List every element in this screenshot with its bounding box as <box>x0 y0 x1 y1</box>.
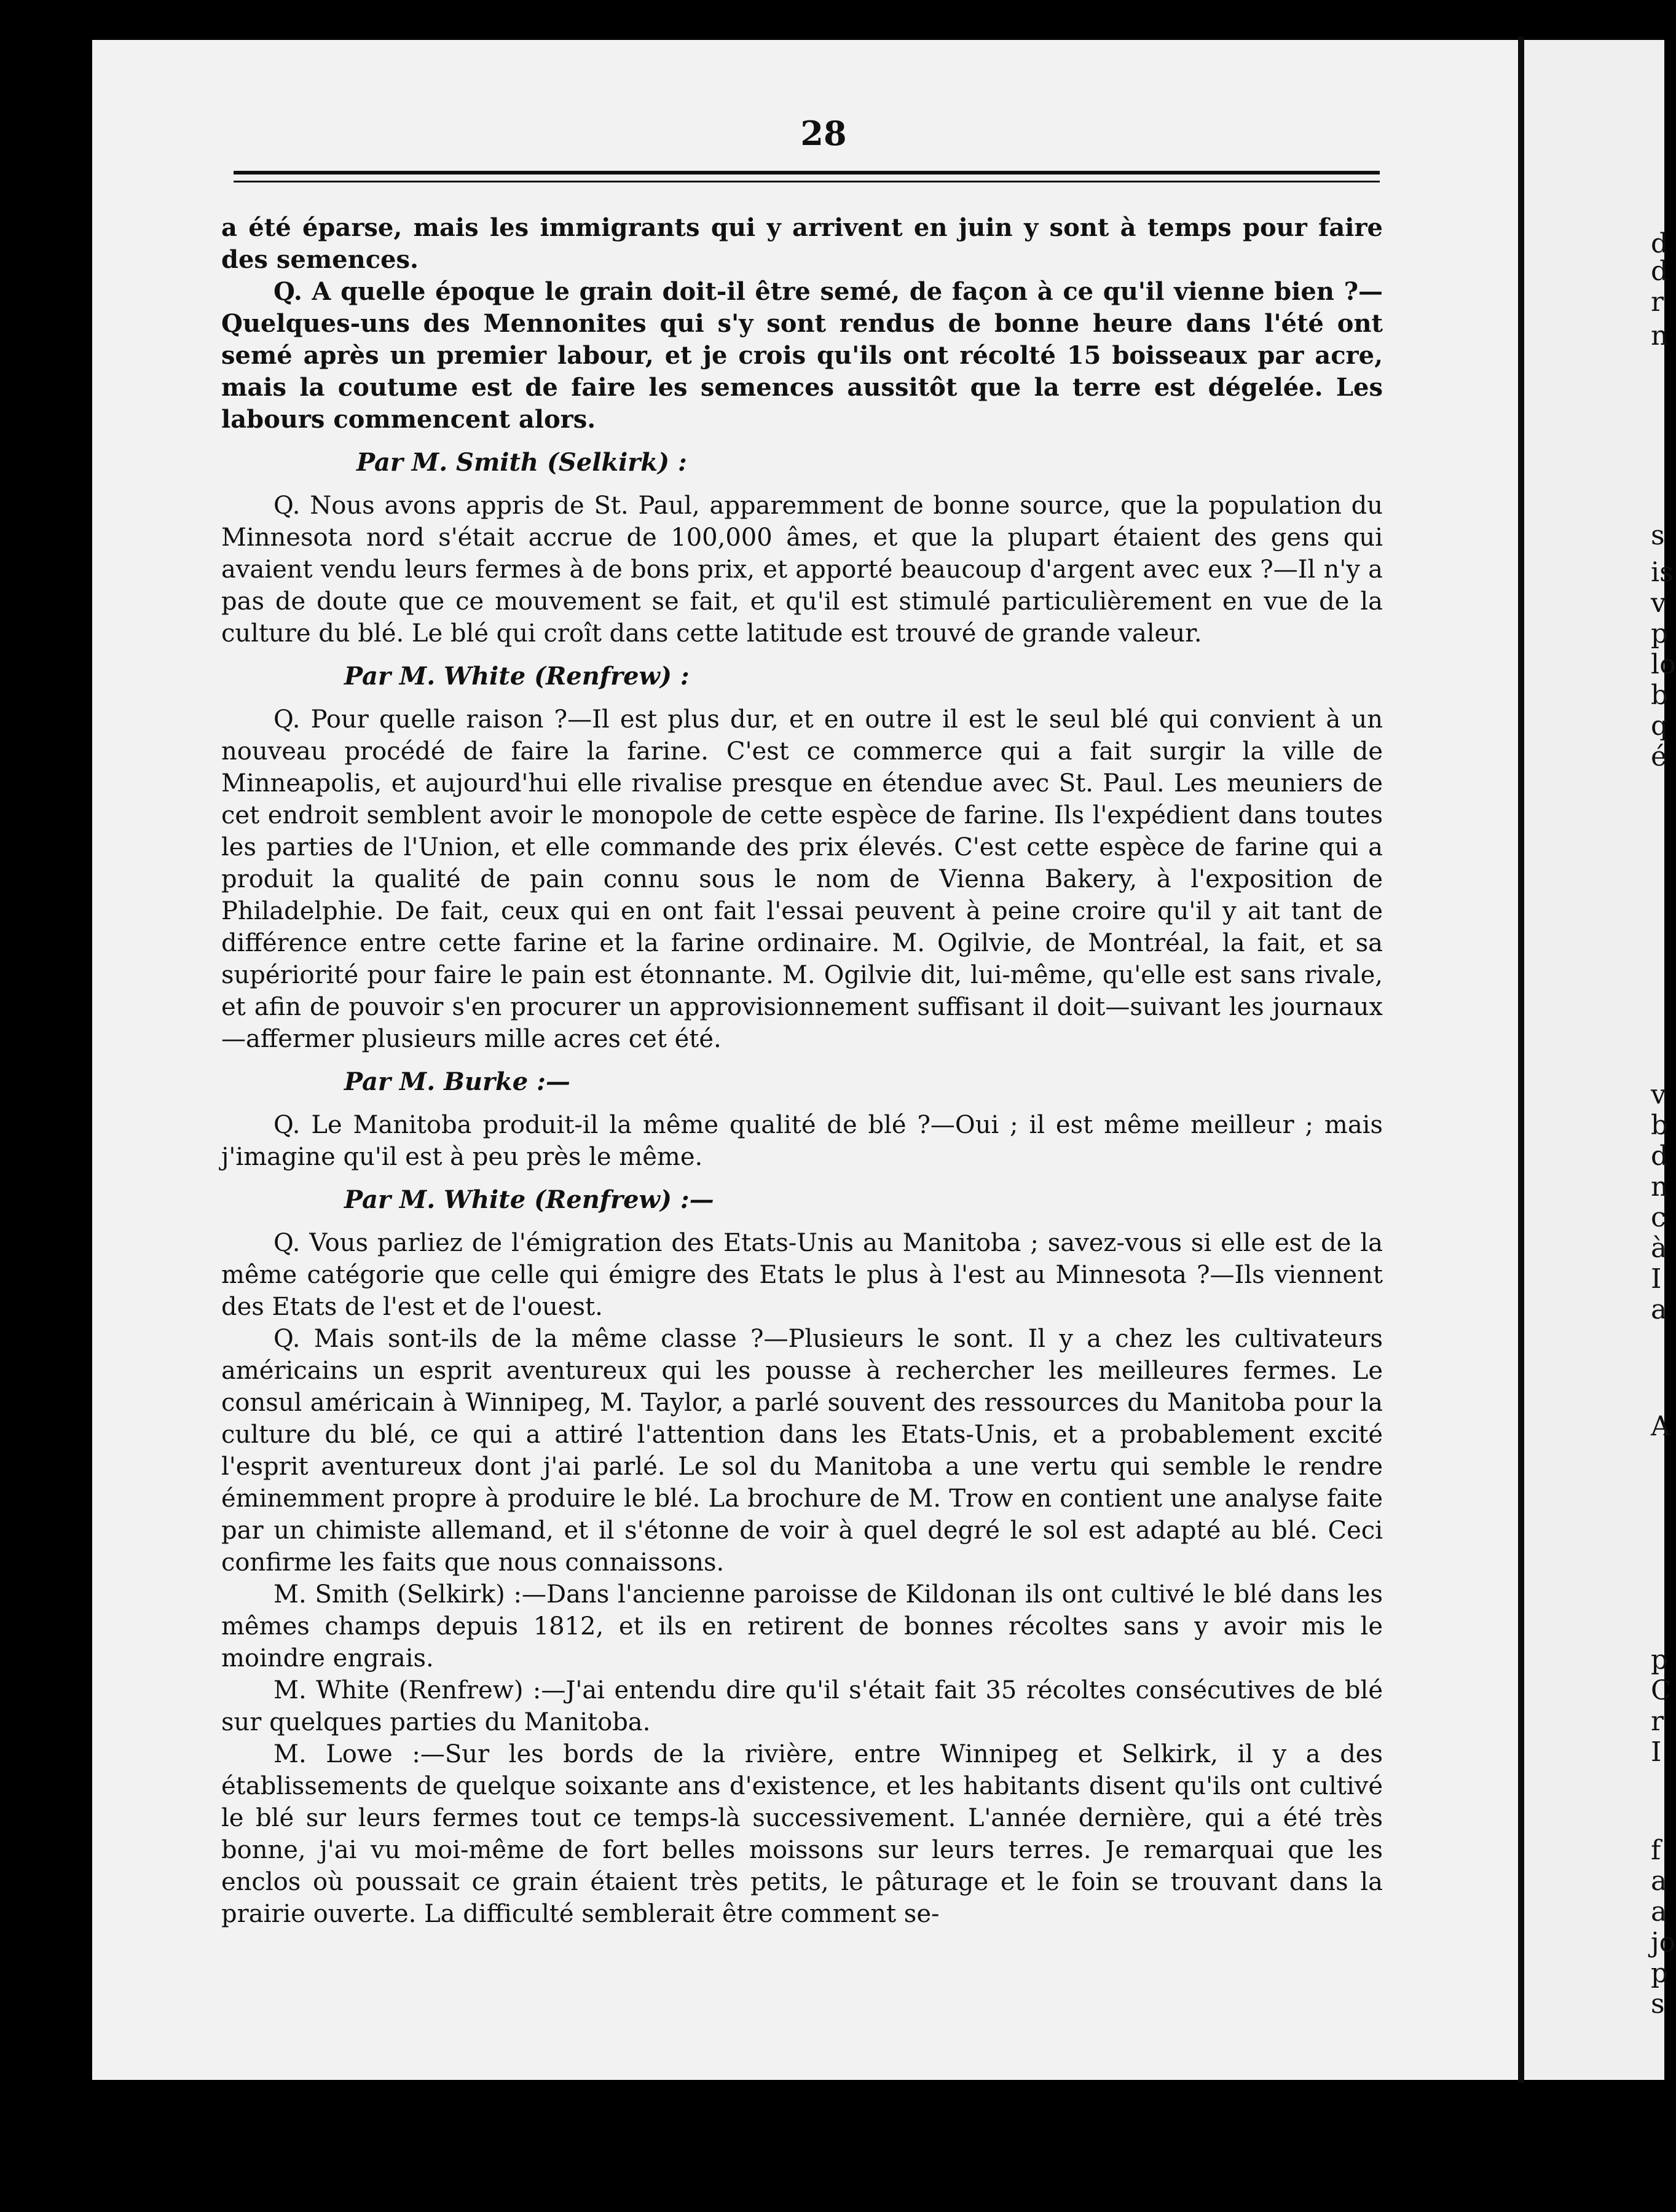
adjacent-page-letter: p <box>1651 1644 1669 1676</box>
adjacent-page-letter: n <box>1651 320 1669 351</box>
adjacent-page-letter: d <box>1651 256 1669 287</box>
speaker-heading: Par M. White (Renfrew) : <box>344 662 690 691</box>
adjacent-page-letter: is <box>1651 557 1674 588</box>
paragraph: M. Lowe :—Sur les bords de la rivière, entre Winnipeg et Selkirk, il y a des établissements de quelque soixante ans d'existence, et les habitants disent qu'ils ont cultivé le blé sur leurs fermes tout ce temps-là successivement. L'année dernière, qui a été très bonne, j'ai vu moi-même de fort belles moissons sur leurs terres. Je remarquai que les enclos où poussait ce grain étaient très petits, le pâturage et le foin se trouvant dans la prairie ouverte. La difficulté semblerait être comment se- <box>221 1740 1383 1928</box>
adjacent-page-letter: I <box>1651 1736 1662 1768</box>
adjacent-page-letter: d <box>1651 1140 1669 1172</box>
adjacent-page-letter: d <box>1651 228 1669 259</box>
header-rule-thin <box>234 181 1380 182</box>
page-number: 28 <box>800 114 847 153</box>
adjacent-page-letter: b <box>1651 680 1669 711</box>
adjacent-page-letter: s <box>1651 1988 1665 2020</box>
adjacent-page-letter: f <box>1651 1835 1661 1866</box>
adjacent-page-letter: C <box>1651 1675 1672 1706</box>
page-gutter <box>1518 37 1524 2083</box>
adjacent-page-letter: r <box>1651 286 1664 318</box>
paragraph: Q. Vous parliez de l'émigration des Etats-Unis au Manitoba ; savez-vous si elle est de la même catégorie que celle qui émigre des Etats le plus à l'est au Minnesota ?—Ils viennent des Etats de l'est et de l'ouest. <box>221 1229 1383 1321</box>
adjacent-page-letter: A <box>1651 1411 1670 1442</box>
paragraph: Q. Le Manitoba produit-il la même qualité de blé ?—Oui ; il est même meilleur ; mais j'imagine qu'il est à peu près le même. <box>221 1111 1383 1171</box>
paragraph: M. Smith (Selkirk) :—Dans l'ancienne paroisse de Kildonan ils ont cultivé le blé dans les mêmes champs depuis 1812, et ils en retirent de bonnes récoltes sans y avoir mis le moindre engrais. <box>221 1580 1383 1673</box>
adjacent-page-letter: s <box>1651 520 1665 551</box>
adjacent-page-letter: p <box>1651 1958 1669 1989</box>
speaker-heading: Par M. White (Renfrew) :— <box>344 1185 714 1214</box>
adjacent-page-letter: a <box>1651 1865 1667 1897</box>
header-rule <box>234 171 1380 175</box>
adjacent-page-letter: jo <box>1651 1927 1676 1958</box>
adjacent-page-letter: é <box>1651 741 1667 772</box>
adjacent-page-letter: a <box>1651 1896 1667 1928</box>
adjacent-page-letter: a <box>1651 1294 1667 1325</box>
paragraph: a été éparse, mais les immigrants qui y arrivent en juin y sont à temps pour faire des semences. <box>221 213 1383 274</box>
adjacent-page-edge <box>1524 40 1676 2080</box>
adjacent-page-letter: v <box>1651 1079 1666 1110</box>
adjacent-page-letter: n <box>1651 1171 1669 1202</box>
paragraph: M. White (Renfrew) :—J'ai entendu dire qu'il s'était fait 35 récoltes consécutives de blé sur quelques parties du Manitoba. <box>221 1676 1383 1736</box>
paragraph: Q. Pour quelle raison ?—Il est plus dur, et en outre il est le seul blé qui convient à un nouveau procédé de faire la farine. C'est ce commerce qui a fait surgir la ville de Minneapolis, et aujourd'hui elle rivalise presque en étendue avec St. Paul. Les meuniers de cet endroit semblent avoir le monopole de cette espèce de farine. Ils l'expédient dans toutes les parties de l'Union, et elle commande des prix élevés. C'est cette espèce de farine qui a produit la qualité de pain connu sous le nom de Vienna Bakery, à l'exposition de Philadelphie. De fait, ceux qui en ont fait l'essai peuvent à peine croire qu'il y ait tant de différence entre cette farine et la farine ordinaire. M. Ogilvie, de Montréal, la fait, et sa supériorité pour faire le pain est étonnante. M. Ogilvie dit, lui-même, qu'elle est sans rivale, et afin de pouvoir s'en procurer un approvisionnement suffisant il doit—suivant les journaux—affermer plusieurs mille acres cet été. <box>221 705 1383 1053</box>
adjacent-page-letter: v <box>1651 587 1666 619</box>
adjacent-page-letter: c <box>1651 1202 1666 1233</box>
adjacent-page-letter: lo <box>1651 649 1676 680</box>
adjacent-page-letter: r <box>1651 1706 1664 1737</box>
paragraph: Q. Mais sont-ils de la même classe ?—Plusieurs le sont. Il y a chez les cultivateurs américains un esprit aventureux qui les pousse à rechercher les meilleures fermes. Le consul américain à Winnipeg, M. Taylor, a parlé souvent des ressources du Manitoba pour la culture du blé, ce qui a attiré l'attention dans les Etats-Unis, et a probablement excité l'esprit aventureux dont j'ai parlé. Le sol du Manitoba a une vertu qui semble le rendre éminemment propre à produire le blé. La brochure de M. Trow en contient une analyse faite par un chimiste allemand, et il s'étonne de voir à quel degré le sol est adapté au blé. Ceci confirme les faits que nous connaissons. <box>221 1325 1383 1577</box>
paragraph: Q. A quelle époque le grain doit-il être semé, de façon à ce qu'il vienne bien ?—Quelques-uns des Mennonites qui s'y sont rendus de bonne heure dans l'été ont semé après un premier labour, et je crois qu'ils ont récolté 15 boisseaux par acre, mais la coutume est de faire les semences aussitôt que la terre est dégelée. Les labours commencent alors. <box>221 277 1383 434</box>
paragraph: Q. Nous avons appris de St. Paul, apparemment de bonne source, que la population du Minnesota nord s'était accrue de 100,000 âmes, et que la plupart étaient des gens qui avaient vendu leurs fermes à de bons prix, et apporté beaucoup d'argent avec eux ?—Il n'y a pas de doute que ce mouvement se fait, et qu'il est stimulé particulièrement en vue de la culture du blé. Le blé qui croît dans cette latitude est trouvé de grande valeur. <box>221 492 1383 648</box>
adjacent-page-letter: I <box>1651 1263 1662 1295</box>
adjacent-page-letter: à <box>1651 1233 1667 1264</box>
body-text <box>221 212 1383 1930</box>
adjacent-page-letter: p <box>1651 618 1669 649</box>
speaker-heading: Par M. Smith (Selkirk) : <box>356 448 687 477</box>
adjacent-page-letter: b <box>1651 1110 1669 1141</box>
adjacent-page-letter: q <box>1651 710 1669 742</box>
speaker-heading: Par M. Burke :— <box>344 1067 570 1096</box>
